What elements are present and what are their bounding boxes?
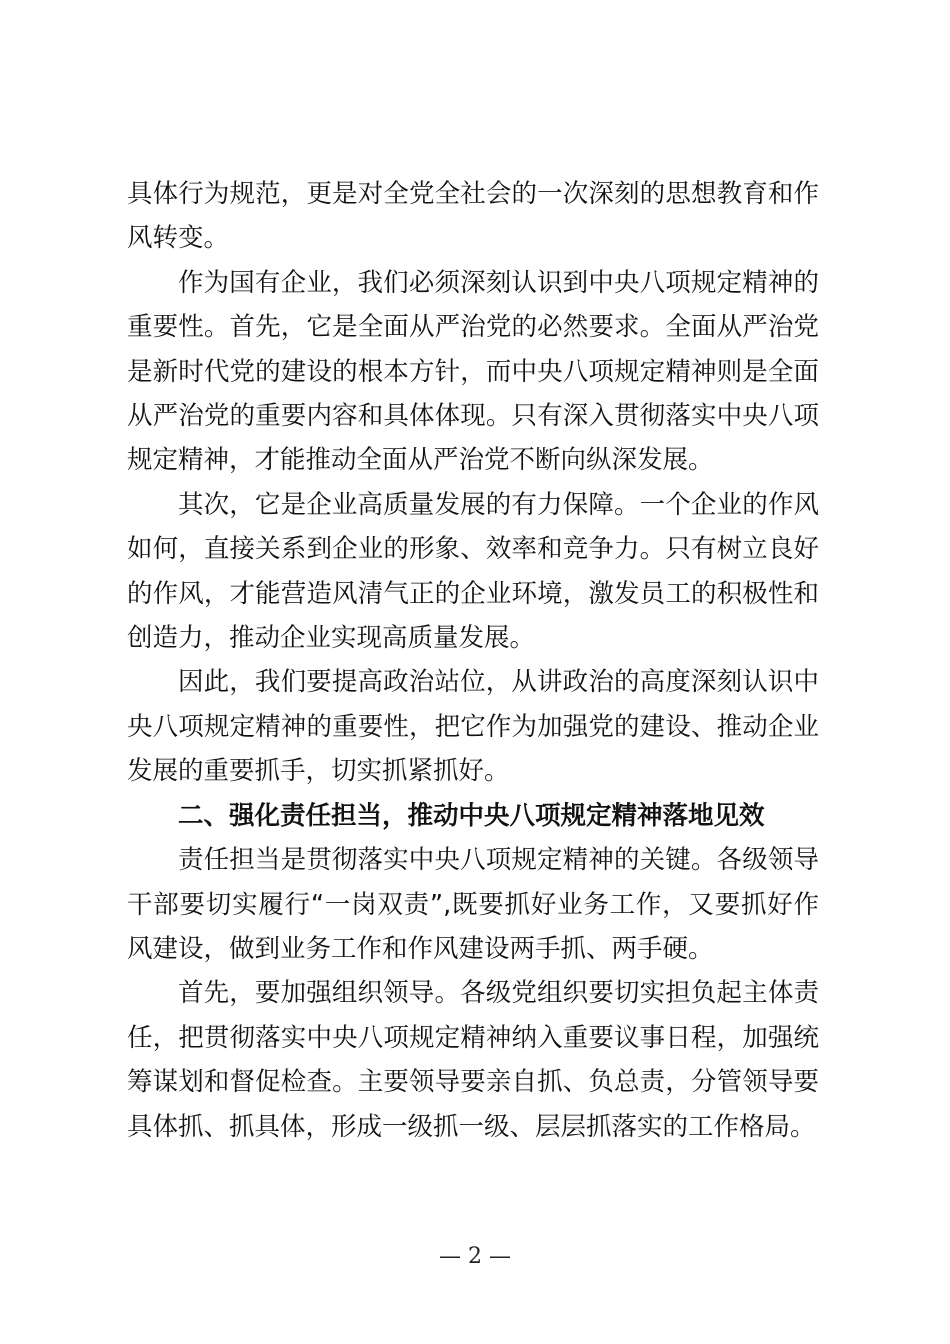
paragraph-importance: 作为国有企业，我们必须深刻认识到中央八项规定精神的重要性。首先，它是全面从严治党的必然要求。全面从严治党是新时代党的建设的根本方针，而中央八项规定精神则是全面从严治党的重要内容和具体体现。只有深入贯彻落实中央八项规定精神，才能推动全面从严治党不断向纵深发展。 bbox=[127, 267, 819, 476]
paragraph-therefore: 因此，我们要提高政治站位，从讲政治的高度深刻认识中央八项规定精神的重要性，把它作为加强党的建设、推动企业发展的重要抓手，切实抓紧抓好。 bbox=[127, 667, 819, 787]
section-heading-two: 二、强化责任担当，推动中央八项规定精神落地见效 bbox=[178, 800, 765, 831]
page-number: — 2 — bbox=[439, 1244, 511, 1269]
paragraph-organization: 首先，要加强组织领导。各级党组织要切实担负起主体责任，把贯彻落实中央八项规定精神纳入重要议事日程，加强统筹谋划和督促检查。主要领导要亲自抓、负总责，分管领导要具体抓、抓具体，形成一级抓一级、层层抓落实的工作格局。 bbox=[127, 978, 819, 1142]
paragraph-continued: 具体行为规范，更是对全党全社会的一次深刻的思想教育和作风转变。 bbox=[127, 179, 819, 254]
paragraph-secondly: 其次，它是企业高质量发展的有力保障。一个企业的作风如何，直接关系到企业的形象、效率和竞争力。只有树立良好的作风，才能营造风清气正的企业环境，激发员工的积极性和创造力，推动企业实现高质量发展。 bbox=[127, 489, 819, 654]
paragraph-responsibility: 责任担当是贯彻落实中央八项规定精神的关键。各级领导干部要切实履行“一岗双责”,既要抓好业务工作，又要抓好作风建设，做到业务工作和作风建设两手抓、两手硬。 bbox=[127, 845, 819, 964]
document-body bbox=[127, 172, 819, 1149]
